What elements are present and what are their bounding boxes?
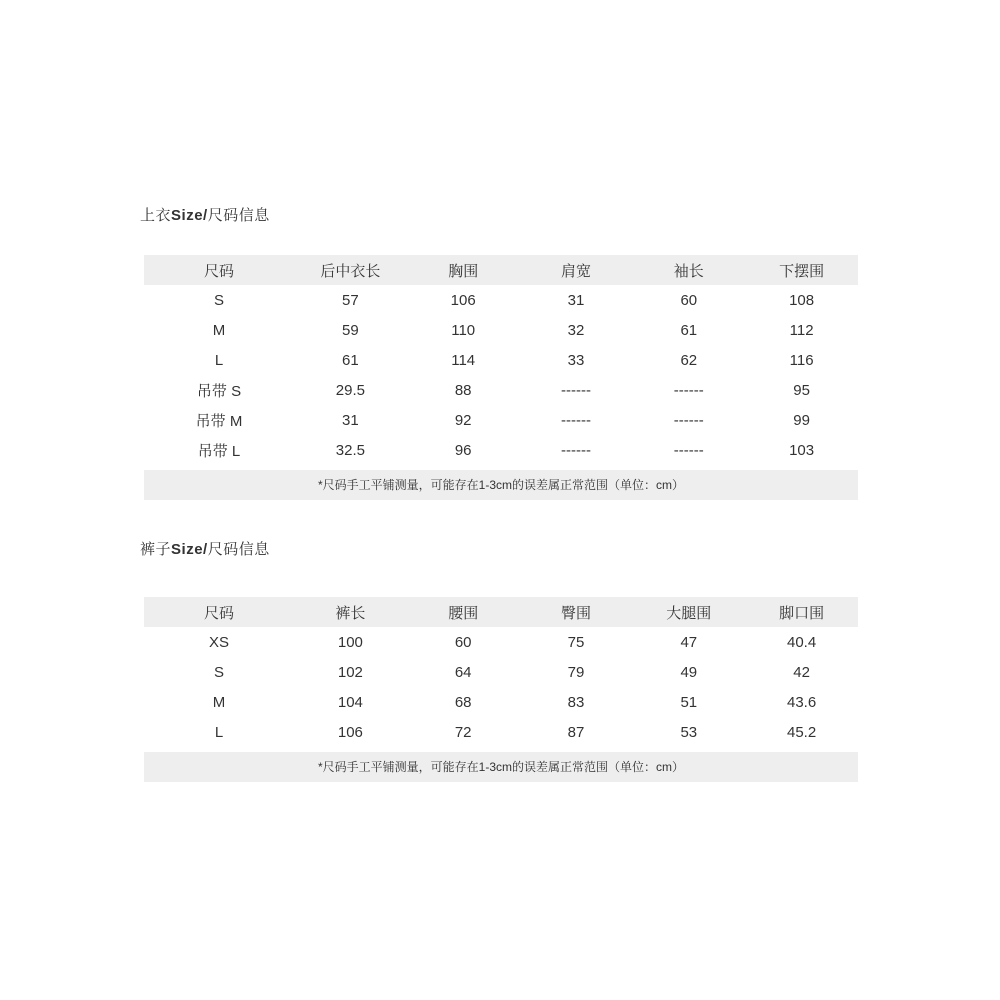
table-row <box>144 405 858 435</box>
table-cell: 43.6 <box>745 687 858 717</box>
table-row <box>144 657 858 687</box>
table-header-row <box>144 597 858 627</box>
table-cell: ------ <box>632 435 745 465</box>
table-cell: 61 <box>632 315 745 345</box>
table-cell: M <box>144 687 294 717</box>
table-cell: 60 <box>407 627 520 657</box>
table-cell: 59 <box>294 315 407 345</box>
table-cell: 32 <box>520 315 633 345</box>
title-category-label: 裤子 <box>140 541 172 558</box>
table-cell: 64 <box>407 657 520 687</box>
table-cell: 33 <box>520 345 633 375</box>
header-cell: 后中衣长 <box>294 255 407 285</box>
header-cell: 肩宽 <box>520 255 633 285</box>
header-cell: 大腿围 <box>632 597 745 627</box>
table-cell: 31 <box>520 285 633 315</box>
table-body <box>144 285 858 465</box>
table-cell: L <box>144 345 294 375</box>
table-cell: 92 <box>407 405 520 435</box>
title-suffix-label: 尺码信息 <box>207 541 270 558</box>
table-cell: 83 <box>520 687 633 717</box>
top-garment-size-table <box>144 255 858 465</box>
table-cell: 62 <box>632 345 745 375</box>
table-cell: 42 <box>745 657 858 687</box>
header-cell: 裤长 <box>294 597 407 627</box>
table-cell: 103 <box>745 435 858 465</box>
table-cell: 114 <box>407 345 520 375</box>
table-cell: ------ <box>520 375 633 405</box>
table-row <box>144 435 858 465</box>
header-cell: 腰围 <box>407 597 520 627</box>
table-row <box>144 687 858 717</box>
table-cell: 61 <box>294 345 407 375</box>
table-cell: 47 <box>632 627 745 657</box>
table-footnote: *尺码手工平铺测量，可能存在1-3cm的误差属正常范围（单位：cm） <box>144 470 858 500</box>
table-cell: S <box>144 657 294 687</box>
table-cell: 吊带 S <box>144 375 294 405</box>
title-category-label: 上衣 <box>140 207 172 224</box>
table-row <box>144 285 858 315</box>
title-suffix-label: 尺码信息 <box>207 207 270 224</box>
table-cell: ------ <box>520 435 633 465</box>
table-body <box>144 627 858 747</box>
table-row <box>144 717 858 747</box>
table-row <box>144 375 858 405</box>
table-cell: 60 <box>632 285 745 315</box>
section-title-top <box>140 207 858 224</box>
table-cell: 96 <box>407 435 520 465</box>
table-row <box>144 315 858 345</box>
table-cell: 53 <box>632 717 745 747</box>
table-cell: 87 <box>520 717 633 747</box>
table-cell: 40.4 <box>745 627 858 657</box>
table-cell: ------ <box>632 405 745 435</box>
pants-size-section <box>140 541 858 782</box>
table-cell: 106 <box>407 285 520 315</box>
table-cell: 45.2 <box>745 717 858 747</box>
header-cell: 尺码 <box>144 255 294 285</box>
header-cell: 臀围 <box>520 597 633 627</box>
table-cell: 95 <box>745 375 858 405</box>
table-cell: 116 <box>745 345 858 375</box>
size-info-page <box>140 207 858 782</box>
table-cell: 108 <box>745 285 858 315</box>
table-cell: XS <box>144 627 294 657</box>
section-title-pants <box>140 541 858 558</box>
table-cell: 75 <box>520 627 633 657</box>
table-cell: 106 <box>294 717 407 747</box>
top-garment-size-section <box>140 207 858 500</box>
table-cell: 88 <box>407 375 520 405</box>
table-cell: L <box>144 717 294 747</box>
table-cell: 吊带 M <box>144 405 294 435</box>
table-cell: S <box>144 285 294 315</box>
header-cell: 下摆围 <box>745 255 858 285</box>
table-row <box>144 627 858 657</box>
table-cell: 29.5 <box>294 375 407 405</box>
table-cell: 100 <box>294 627 407 657</box>
table-cell: 112 <box>745 315 858 345</box>
table-cell: ------ <box>632 375 745 405</box>
table-cell: 31 <box>294 405 407 435</box>
table-cell: 104 <box>294 687 407 717</box>
table-cell: 32.5 <box>294 435 407 465</box>
table-cell: 79 <box>520 657 633 687</box>
title-size-label: Size/ <box>171 541 208 558</box>
table-cell: 吊带 L <box>144 435 294 465</box>
table-cell: 68 <box>407 687 520 717</box>
title-size-label: Size/ <box>171 207 208 224</box>
header-cell: 尺码 <box>144 597 294 627</box>
table-cell: M <box>144 315 294 345</box>
table-cell: 57 <box>294 285 407 315</box>
table-cell: 72 <box>407 717 520 747</box>
table-cell: 102 <box>294 657 407 687</box>
header-cell: 胸围 <box>407 255 520 285</box>
table-header-row <box>144 255 858 285</box>
header-cell: 脚口围 <box>745 597 858 627</box>
table-row <box>144 345 858 375</box>
table-footnote: *尺码手工平铺测量，可能存在1-3cm的误差属正常范围（单位：cm） <box>144 752 858 782</box>
table-cell: 99 <box>745 405 858 435</box>
pants-size-table <box>144 597 858 747</box>
table-cell: 110 <box>407 315 520 345</box>
table-cell: 51 <box>632 687 745 717</box>
header-cell: 袖长 <box>632 255 745 285</box>
table-cell: ------ <box>520 405 633 435</box>
table-cell: 49 <box>632 657 745 687</box>
